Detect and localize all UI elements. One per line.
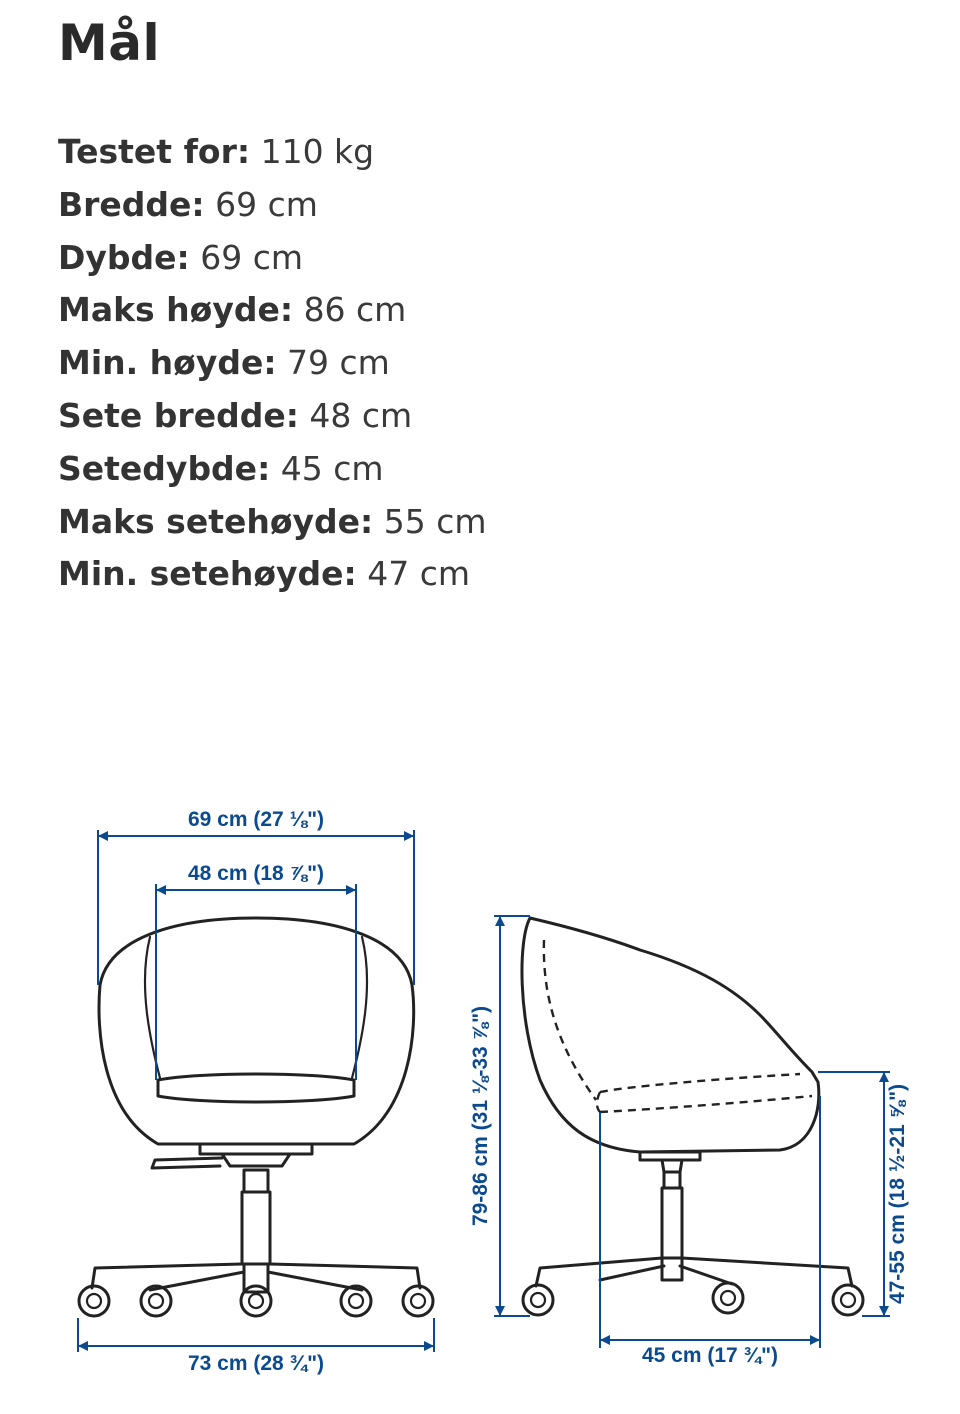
spec-value: 79 cm bbox=[287, 343, 390, 383]
spec-value: 110 kg bbox=[260, 132, 375, 171]
seat-depth-dimension bbox=[600, 1096, 820, 1367]
spec-item bbox=[58, 496, 487, 549]
spec-label: Maks høyde: bbox=[58, 290, 294, 330]
seat-width-dimension bbox=[156, 862, 356, 1080]
base-width-dimension bbox=[78, 1318, 434, 1375]
spec-item bbox=[58, 390, 487, 443]
side-view-chair bbox=[522, 918, 863, 1315]
spec-label: Min. setehøyde: bbox=[58, 554, 357, 594]
spec-list bbox=[58, 126, 487, 601]
front-view-chair bbox=[79, 918, 433, 1316]
spec-label: Dybde: bbox=[58, 237, 190, 277]
overall-height-label: 79-86 cm (31 ⅛-33 ⅞") bbox=[469, 1005, 492, 1227]
seat-width-label: 48 cm (18 ⅞") bbox=[187, 862, 325, 885]
spec-value: 45 cm bbox=[280, 448, 384, 488]
spec-value: 86 cm bbox=[303, 290, 407, 330]
spec-value: 48 cm bbox=[309, 395, 413, 435]
spec-item bbox=[58, 337, 487, 390]
spec-item bbox=[58, 548, 487, 601]
seat-height-dimension bbox=[818, 1072, 909, 1316]
spec-label: Bredde: bbox=[58, 184, 205, 224]
base-width-label: 73 cm (28 ¾") bbox=[187, 1352, 325, 1375]
spec-value: 47 cm bbox=[367, 554, 471, 594]
spec-label: Setedybde: bbox=[58, 448, 271, 488]
spec-label: Sete bredde: bbox=[58, 395, 299, 435]
dimension-diagram bbox=[0, 620, 960, 1414]
spec-label: Maks setehøyde: bbox=[58, 501, 374, 541]
seat-height-label: 47-55 cm (18 ½-21 ⅝") bbox=[886, 1083, 909, 1305]
spec-item bbox=[58, 284, 487, 337]
spec-item bbox=[58, 443, 487, 496]
seat-depth-label: 45 cm (17 ¾") bbox=[641, 1344, 779, 1367]
spec-value: 55 cm bbox=[383, 501, 487, 541]
page-title: Mål bbox=[58, 14, 161, 72]
spec-value: 69 cm bbox=[215, 184, 318, 224]
spec-item bbox=[58, 179, 487, 232]
spec-item bbox=[58, 232, 487, 285]
spec-label: Testet for: bbox=[58, 132, 251, 171]
spec-item bbox=[58, 126, 487, 179]
spec-label: Min. høyde: bbox=[58, 343, 277, 383]
front-width-label: 69 cm (27 ⅛") bbox=[187, 808, 325, 831]
spec-value: 69 cm bbox=[200, 237, 304, 277]
